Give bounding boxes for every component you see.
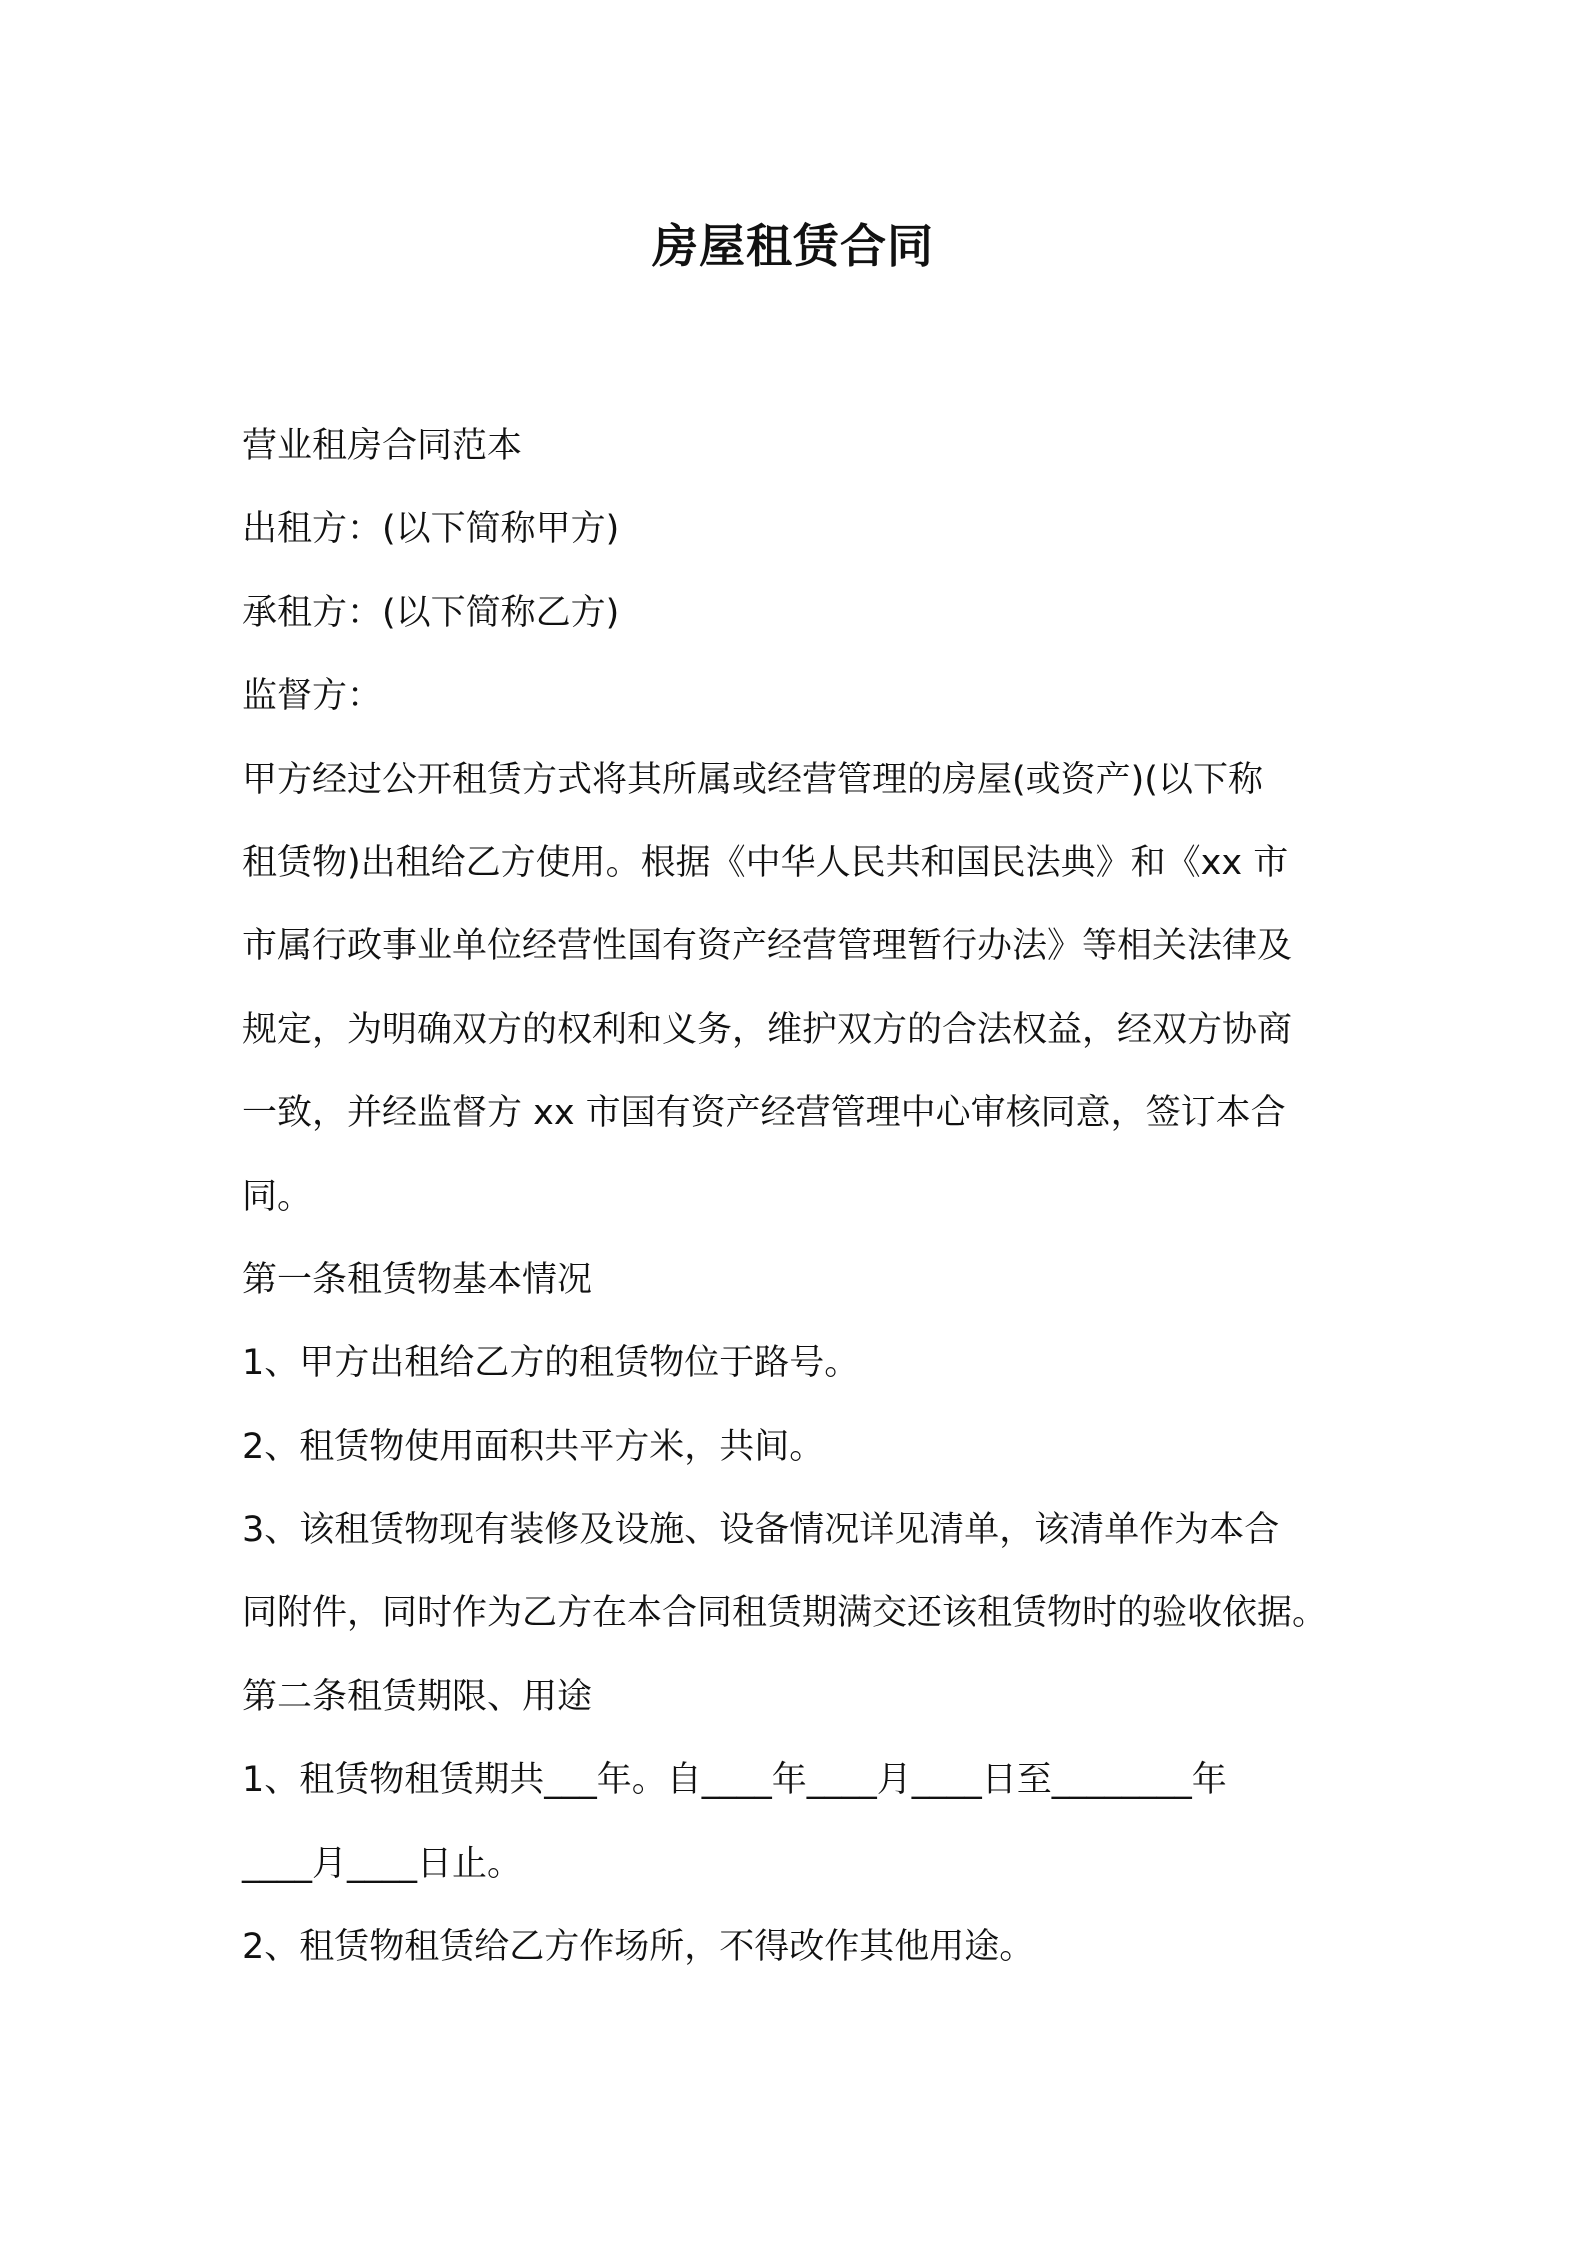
preamble-line: 一致，并经监督方 xx 市国有资产经营管理中心审核同意，签订本合 [242, 1093, 1286, 1134]
article-heading: 第二条租赁期限、用途 [242, 1676, 593, 1717]
preamble-line: 规定，为明确双方的权利和义务，维护双方的合法权益，经双方协商 [242, 1009, 1293, 1050]
clause-line: ____月____日止。 [242, 1843, 523, 1884]
clause-line: 2、租赁物使用面积共平方米，共间。 [242, 1426, 825, 1467]
document-body [242, 405, 1372, 1989]
clause-line: 1、租赁物租赁期共___年。自____年____月____日至________年 [242, 1760, 1227, 1801]
preamble-line: 甲方经过公开租赁方式将其所属或经营管理的房屋(或资产)(以下称 [242, 759, 1263, 800]
preamble-line: 租赁物)出租给乙方使用。根据《中华人民共和国民法典》和《xx 市 [242, 842, 1289, 883]
supervisor-line: 监督方： [242, 676, 383, 717]
clause-line: 2、租赁物租赁给乙方作场所，不得改作其他用途。 [242, 1927, 1035, 1968]
clause-line: 1、甲方出租给乙方的租赁物位于路号。 [242, 1343, 860, 1384]
preamble-line: 同。 [242, 1176, 313, 1217]
lessee-line: 承租方：(以下简称乙方) [242, 592, 620, 633]
clause-line: 同附件，同时作为乙方在本合同租赁期满交还该租赁物时的验收依据。 [242, 1593, 1328, 1634]
article-heading: 第一条租赁物基本情况 [242, 1259, 593, 1300]
subtitle-line: 营业租房合同范本 [242, 426, 523, 466]
document-title: 房屋租赁合同 [652, 219, 934, 273]
clause-line: 3、该租赁物现有装修及设施、设备情况详见清单，该清单作为本合 [242, 1510, 1280, 1551]
lessor-line: 出租方：(以下简称甲方) [242, 509, 620, 550]
preamble-line: 市属行政事业单位经营性国有资产经营管理暂行办法》等相关法律及 [242, 926, 1293, 967]
